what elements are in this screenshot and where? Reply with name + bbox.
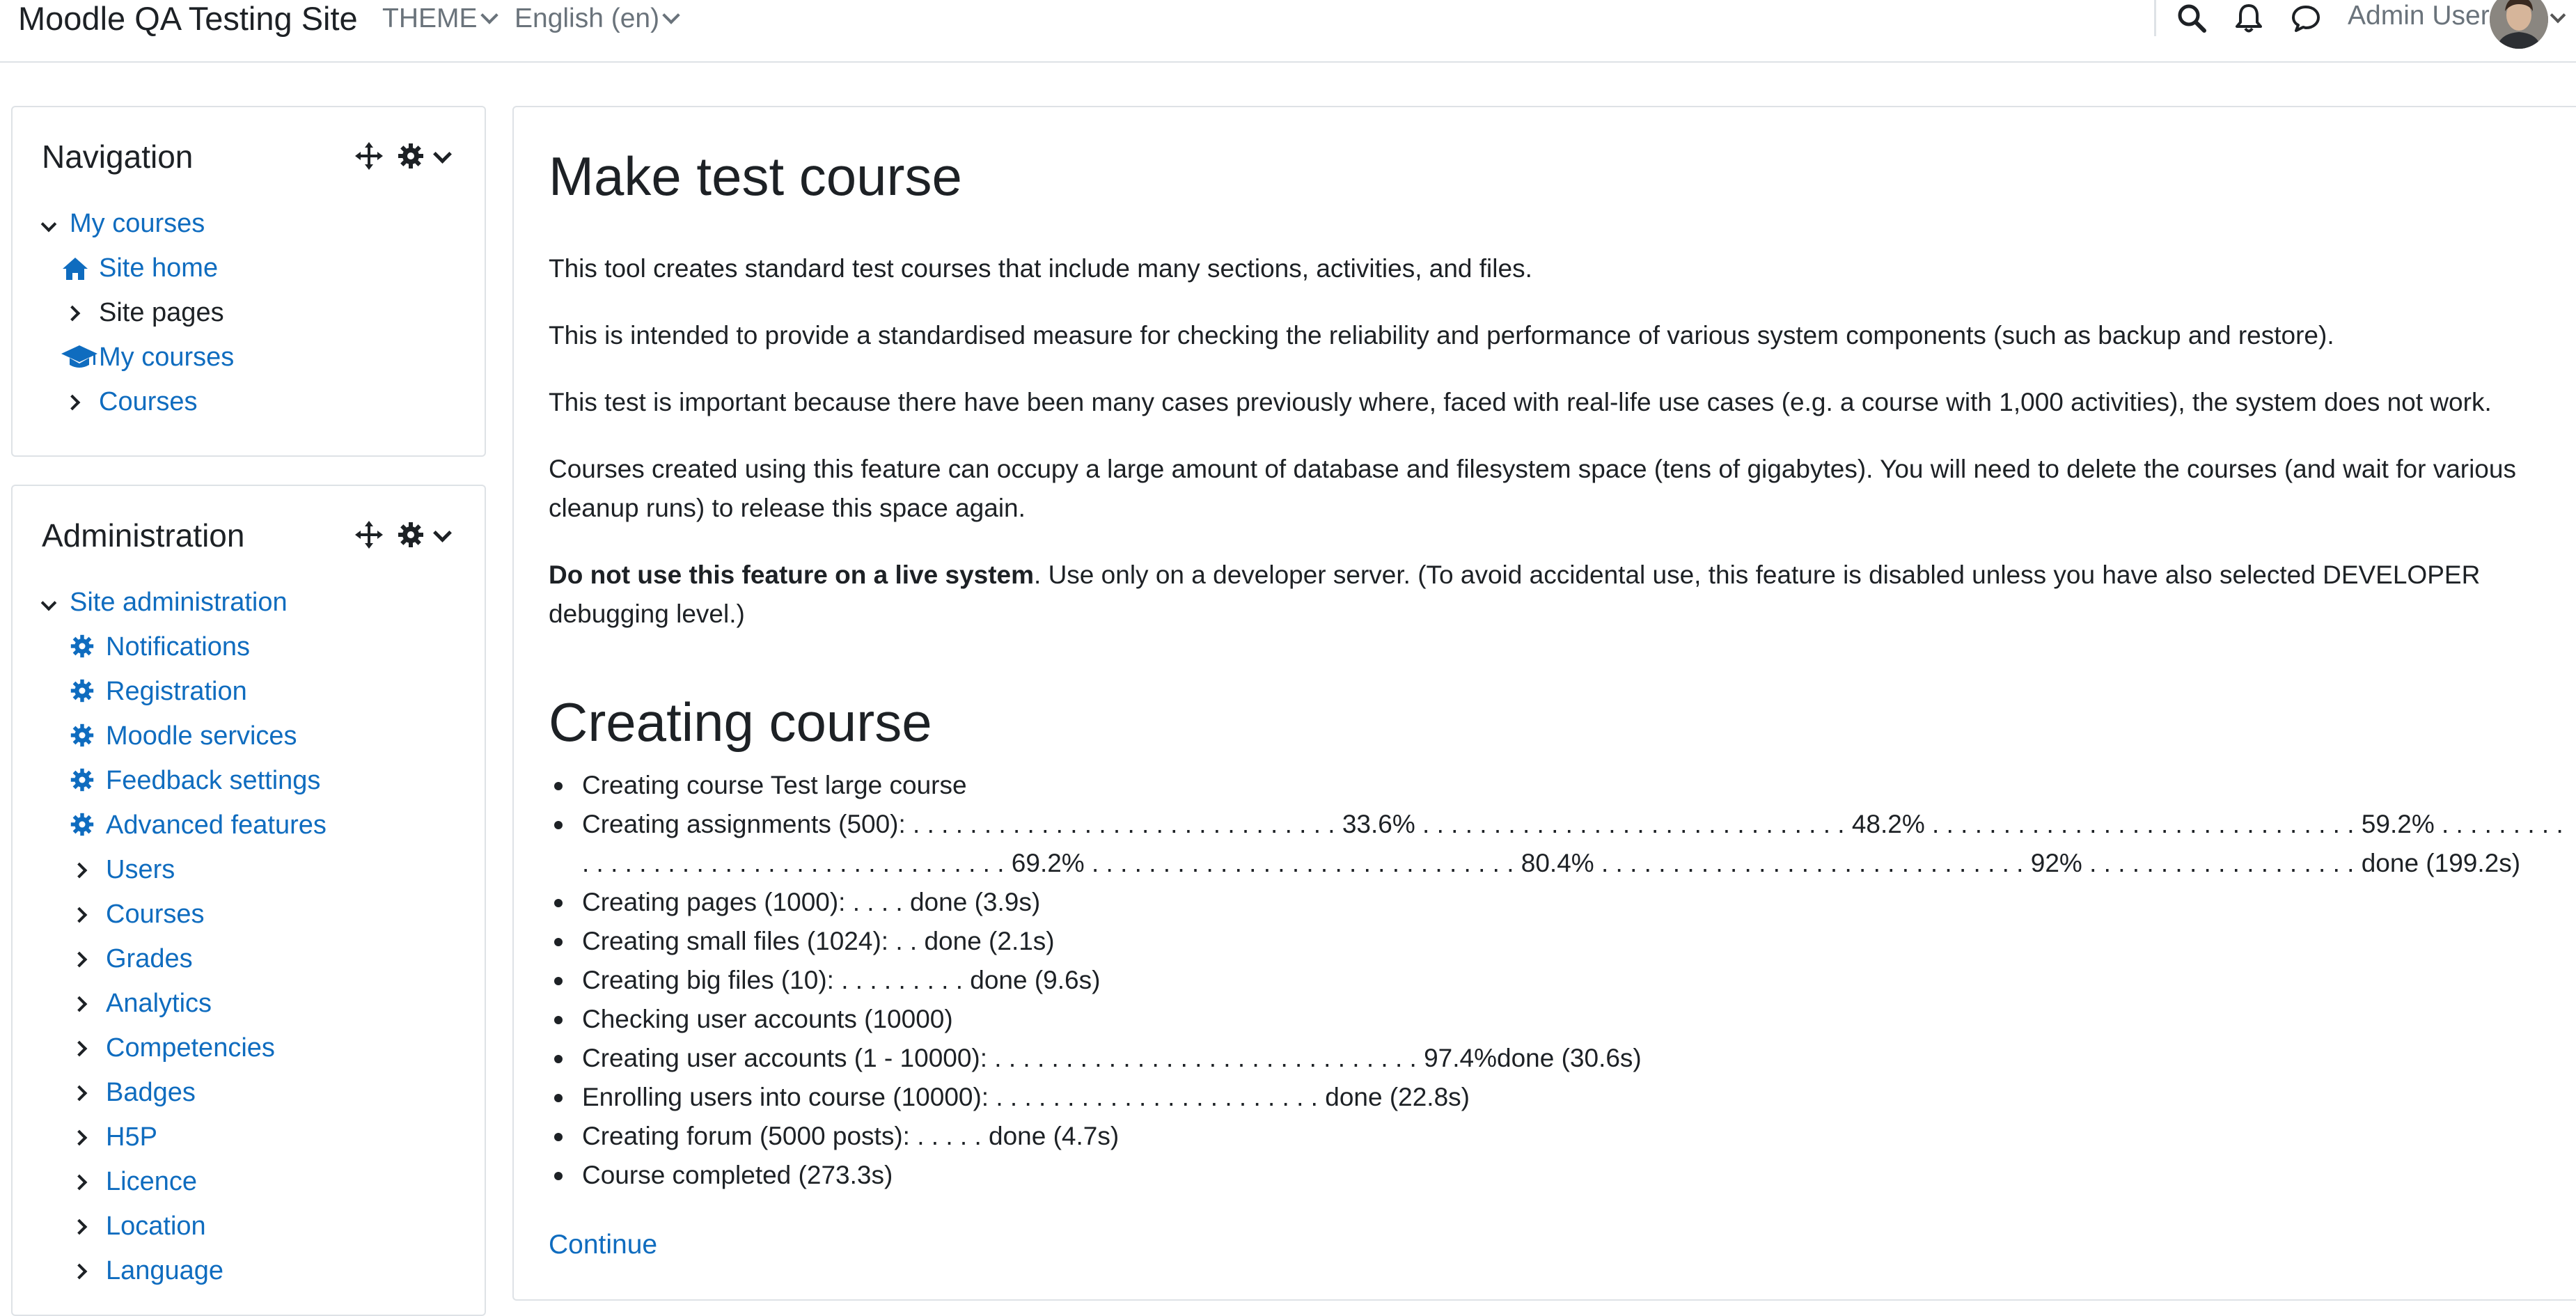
admin-item-courses[interactable]: Courses <box>106 900 205 929</box>
admin-item-analytics[interactable]: Analytics <box>106 989 212 1018</box>
expand-caret-icon[interactable] <box>72 907 88 923</box>
list-item: Checking user accounts (10000) <box>549 1000 2568 1039</box>
gear-icon[interactable] <box>397 142 425 170</box>
chevron-down-icon <box>480 6 498 24</box>
page-title: Make test course <box>549 146 962 207</box>
list-item: Creating small files (1024): . . done (2.1s) <box>549 922 2568 961</box>
navigation-block <box>11 106 486 457</box>
admin-item-badges[interactable]: Badges <box>106 1078 196 1107</box>
administration-block <box>11 485 486 1316</box>
block-title: Navigation <box>42 139 194 175</box>
cog-icon <box>70 678 95 703</box>
admin-item-moodle-services[interactable]: Moodle services <box>106 721 297 751</box>
list-item: Creating forum (5000 posts): . . . . . done (4.7s) <box>549 1117 2568 1156</box>
list-item: Creating user accounts (1 - 10000): . . . . . . . . . . . . . . . . . . . . . . . . . . . . . . 97.4%done (30.6s) <box>549 1039 2568 1078</box>
admin-item-licence[interactable]: Licence <box>106 1167 197 1196</box>
move-icon[interactable] <box>354 141 384 171</box>
move-icon[interactable] <box>354 519 384 550</box>
expand-caret-icon[interactable] <box>72 1086 88 1102</box>
theme-menu[interactable] <box>382 0 496 38</box>
continue-link[interactable]: Continue <box>549 1230 658 1260</box>
nav-item-site-pages[interactable]: Site pages <box>99 298 224 327</box>
block-title: Administration <box>42 517 245 554</box>
admin-item-competencies[interactable]: Competencies <box>106 1033 275 1063</box>
admin-item-notifications[interactable]: Notifications <box>106 632 250 661</box>
nav-item-site-home[interactable]: Site home <box>99 253 219 283</box>
language-menu[interactable] <box>515 0 677 38</box>
home-icon <box>61 255 89 283</box>
expand-caret-icon[interactable] <box>65 306 81 322</box>
cog-icon <box>70 767 95 792</box>
importance-paragraph: This test is important because there have been many cases previously where, faced with real-life use cases (e.g. a course with 1,000 activities), the system does not work. <box>549 388 2492 416</box>
list-item: Creating pages (1000): . . . . done (3.9s) <box>549 883 2568 922</box>
graduation-cap-icon <box>61 343 97 370</box>
avatar[interactable] <box>2490 0 2548 49</box>
message-icon[interactable] <box>2289 1 2323 35</box>
admin-item-h5p[interactable]: H5P <box>106 1122 157 1152</box>
list-item: Creating course Test large course <box>549 766 2568 805</box>
language-menu-label: English (en) <box>515 3 660 33</box>
top-navbar <box>0 0 2576 63</box>
nav-item-my-courses[interactable]: My courses <box>70 209 205 238</box>
list-item: Course completed (273.3s) <box>549 1156 2568 1195</box>
intro-paragraph: This tool creates standard test courses that include many sections, activities, and files. <box>549 254 1532 283</box>
expand-caret-icon[interactable] <box>72 1264 88 1280</box>
collapse-caret-icon[interactable] <box>41 217 57 233</box>
list-item: Enrolling users into course (10000): . . . . . . . . . . . . . . . . . . . . . . . done (22.8s) <box>549 1078 2568 1117</box>
warning-paragraph <box>549 556 2568 634</box>
chevron-down-icon[interactable] <box>433 145 452 164</box>
cog-icon <box>70 812 95 837</box>
progress-list <box>549 766 2568 1195</box>
cog-icon <box>70 723 95 748</box>
progress-title: Creating course <box>549 691 932 753</box>
expand-caret-icon[interactable] <box>72 1219 88 1235</box>
expand-caret-icon[interactable] <box>72 1130 88 1146</box>
user-name[interactable]: Admin User <box>2348 1 2490 31</box>
expand-caret-icon[interactable] <box>72 1175 88 1191</box>
nav-item-my-courses-2[interactable]: My courses <box>99 343 235 372</box>
admin-item-registration[interactable]: Registration <box>106 677 247 706</box>
site-name[interactable]: Moodle QA Testing Site <box>18 0 358 37</box>
expand-caret-icon[interactable] <box>65 395 81 411</box>
cog-icon <box>70 634 95 659</box>
admin-item-location[interactable]: Location <box>106 1212 206 1241</box>
collapse-caret-icon[interactable] <box>41 595 57 611</box>
bell-icon[interactable] <box>2232 1 2265 35</box>
list-item: Creating big files (10): . . . . . . . . . done (9.6s) <box>549 961 2568 1000</box>
list-item: Creating assignments (500): . . . . . . . . . . . . . . . . . . . . . . . . . . . . . . 33.6% . . . . . . . . . . . . . . . . . . . . . . . . . . . . . . 48.2% . . . . . . . . . . . . . . . . . . . . . . . . . . . . . . 59.2% . . . . . . . . . . . . . . . . . . . . . . . . . . . . . . . . . . . . . . . 69.2% . . . . . . . . . . . . . . . . . . . . . . . . . . . . . . 80.4% . . . . . . . . . . . . . . . . . . . . . . . . . . . . . . 92% . . . . . . . . . . . . . . . . . . . done (199.2s) <box>549 805 2568 883</box>
chevron-down-icon <box>662 6 680 24</box>
warning-bold: Do not use this feature on a live system <box>549 561 1035 589</box>
expand-caret-icon[interactable] <box>72 1041 88 1057</box>
admin-item-advanced-features[interactable]: Advanced features <box>106 810 327 840</box>
nav-divider <box>2154 0 2156 36</box>
expand-caret-icon[interactable] <box>72 863 88 879</box>
admin-site-administration[interactable]: Site administration <box>70 588 288 617</box>
admin-item-users[interactable]: Users <box>106 855 175 884</box>
admin-item-language[interactable]: Language <box>106 1256 224 1285</box>
expand-caret-icon[interactable] <box>72 952 88 968</box>
expand-caret-icon[interactable] <box>72 996 88 1012</box>
chevron-down-icon[interactable] <box>2550 8 2566 24</box>
chevron-down-icon[interactable] <box>433 524 452 542</box>
theme-menu-label: THEME <box>382 3 478 33</box>
gear-icon[interactable] <box>397 521 425 549</box>
admin-item-feedback-settings[interactable]: Feedback settings <box>106 766 321 795</box>
space-paragraph: Courses created using this feature can occupy a large amount of database and filesystem space (tens of gigabytes). You will need to delete the courses (and wait for various cleanup runs) to release this space again. <box>549 455 2516 522</box>
purpose-paragraph: This is intended to provide a standardised measure for checking the reliability and performance of various system components (such as backup and restore). <box>549 321 2334 350</box>
admin-item-grades[interactable]: Grades <box>106 944 193 973</box>
warning-text: . Use only on a developer server. (To avoid accidental use, this feature is disabled unless you have also selected DEVELOPER debugging level.) <box>549 561 2481 628</box>
search-icon[interactable] <box>2175 1 2208 35</box>
nav-item-courses[interactable]: Courses <box>99 387 198 416</box>
